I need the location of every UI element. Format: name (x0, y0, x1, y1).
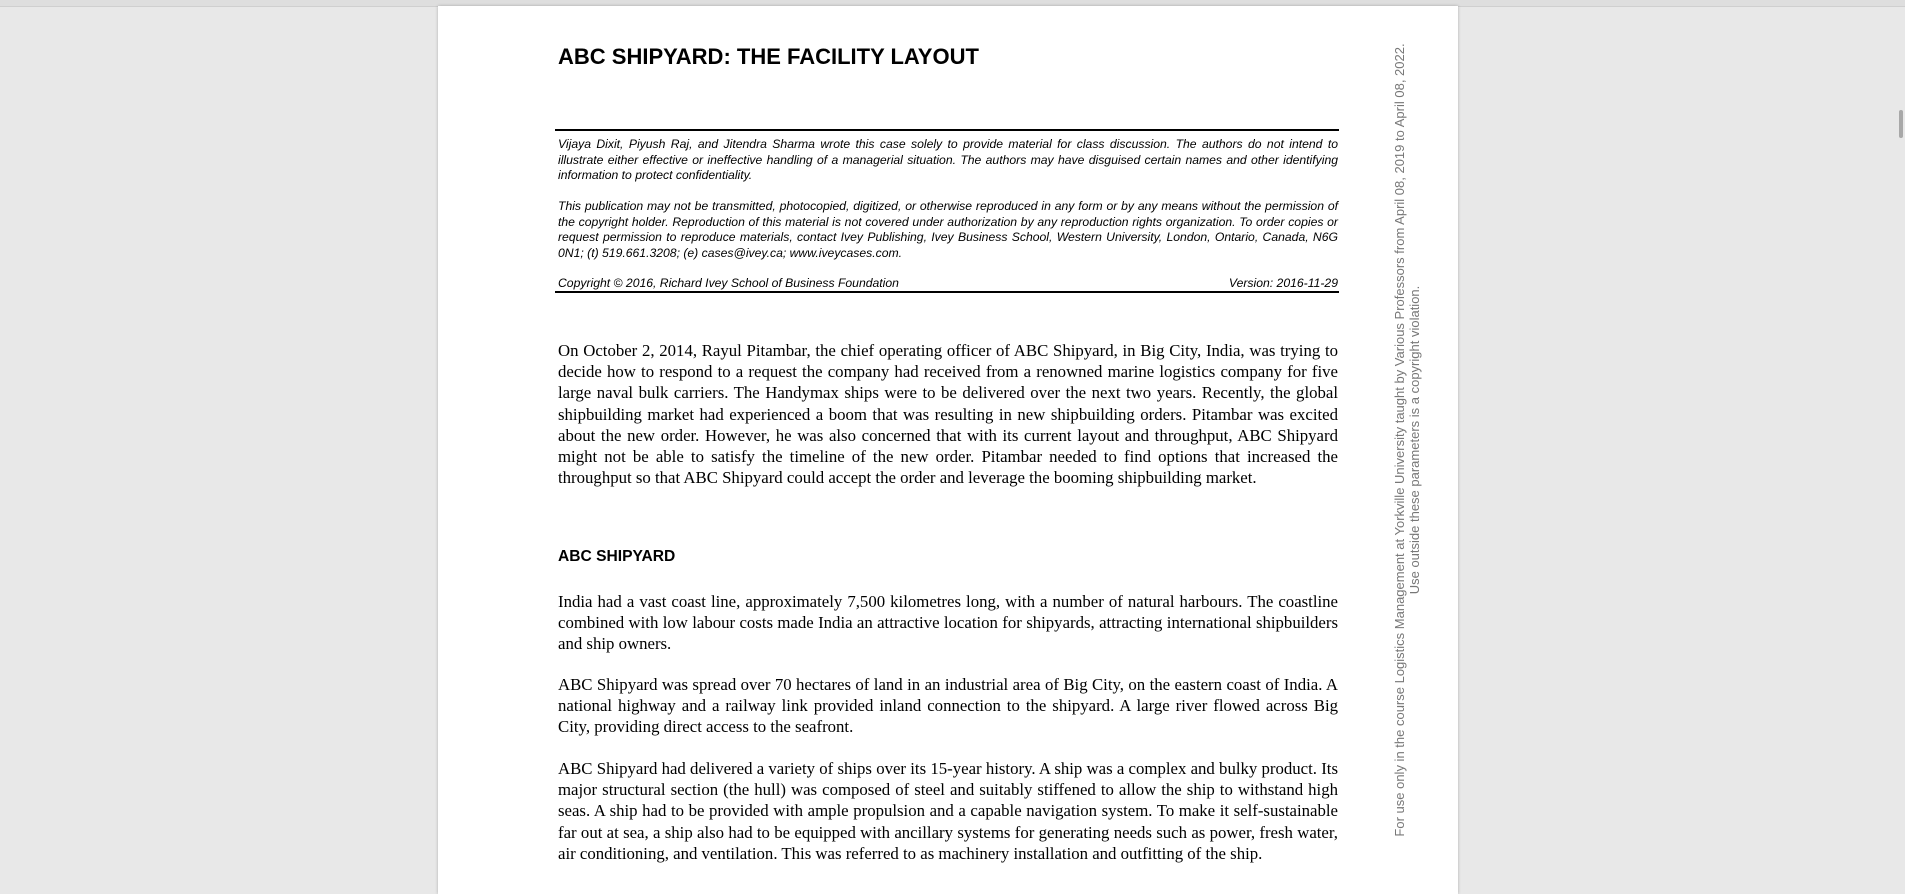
copyright-notice: This publication may not be transmitted, photocopied, digitized, or otherwise reproduced in any form or by any means without the permission of the copyright holder. Reproduction of this material is not covered under authorization by any reproduction rights organization. To order copies or request permission to reproduce materials, contact Ivey Publishing, Ivey Business School, Western University, London, Ontario, Canada, N6G 0N1; (t) 519.661.3208; (e) cases@ivey.ca; www.iveycases.com. (558, 199, 1338, 260)
header-rule-top (555, 129, 1339, 131)
authors-notice: Vijaya Dixit, Piyush Raj, and Jitendra Sharma wrote this case solely to provide material for class discussion. The authors do not intend to illustrate either effective or ineffective handling of a managerial situation. The authors may have disguised certain names and other identifying information to protect confidentiality. (558, 137, 1338, 183)
copyright-row (558, 276, 1338, 290)
paragraph-ships: ABC Shipyard had delivered a variety of ships over its 15-year history. A ship was a complex and bulky product. Its major structural section (the hull) was composed of steel and suitably stiffened to allow the ship to withstand high seas. A ship had to be provided with ample propulsion and a capable navigation system. To make it self-sustainable far out at sea, a ship also had to be equipped with ancillary systems for generating needs such as power, fresh water, air conditioning, and ventilation. This was referred to as machinery installation and outfitting of the ship. (558, 759, 1338, 863)
watermark-line-1: For use only in the course Logistics Management at Yorkville University taught by Various Professors from April 08, 2019 to April 08, 2022. (1392, 43, 1407, 837)
header-rule-bottom (555, 291, 1339, 293)
section-heading: ABC SHIPYARD (558, 548, 676, 565)
paragraph-location: ABC Shipyard was spread over 70 hectares of land in an industrial area of Big City, on the eastern coast of India. A national highway and a railway link provided inland connection to the shipyard. A large river flowed across Big City, providing direct access to the seafront. (558, 675, 1338, 737)
version-line: Version: 2016-11-29 (1228, 276, 1338, 290)
watermark-text (1392, 30, 1422, 850)
document-page[interactable] (438, 6, 1458, 894)
document-title: ABC SHIPYARD: THE FACILITY LAYOUT (558, 44, 979, 69)
intro-paragraph: On October 2, 2014, Rayul Pitambar, the chief operating officer of ABC Shipyard, in Big City, India, was trying to decide how to respond to a request the company had received from a renowned marine logistics company for five large naval bulk carriers. The Handymax ships were to be delivered over the next two years. Recently, the global shipbuilding market had experienced a boom that was resulting in new shipbuilding orders. Pitambar was excited about the new order. However, he was also concerned that with its current layout and throughput, ABC Shipyard might not be able to satisfy the timeline of the new order. Pitambar needed to find options that increased the throughput so that ABC Shipyard could accept the order and leverage the booming shipbuilding market. (558, 341, 1338, 488)
watermark-line-2: Use outside these parameters is a copyright violation. (1407, 285, 1422, 595)
paragraph-coastline: India had a vast coast line, approximately 7,500 kilometres long, with a number of natural harbours. The coastline combined with low labour costs made India an attractive location for shipyards, attracting international shipbuilders and ship owners. (558, 592, 1338, 654)
scrollbar-thumb[interactable] (1899, 110, 1903, 138)
copyright-line: Copyright © 2016, Richard Ivey School of Business Foundation (558, 276, 899, 290)
